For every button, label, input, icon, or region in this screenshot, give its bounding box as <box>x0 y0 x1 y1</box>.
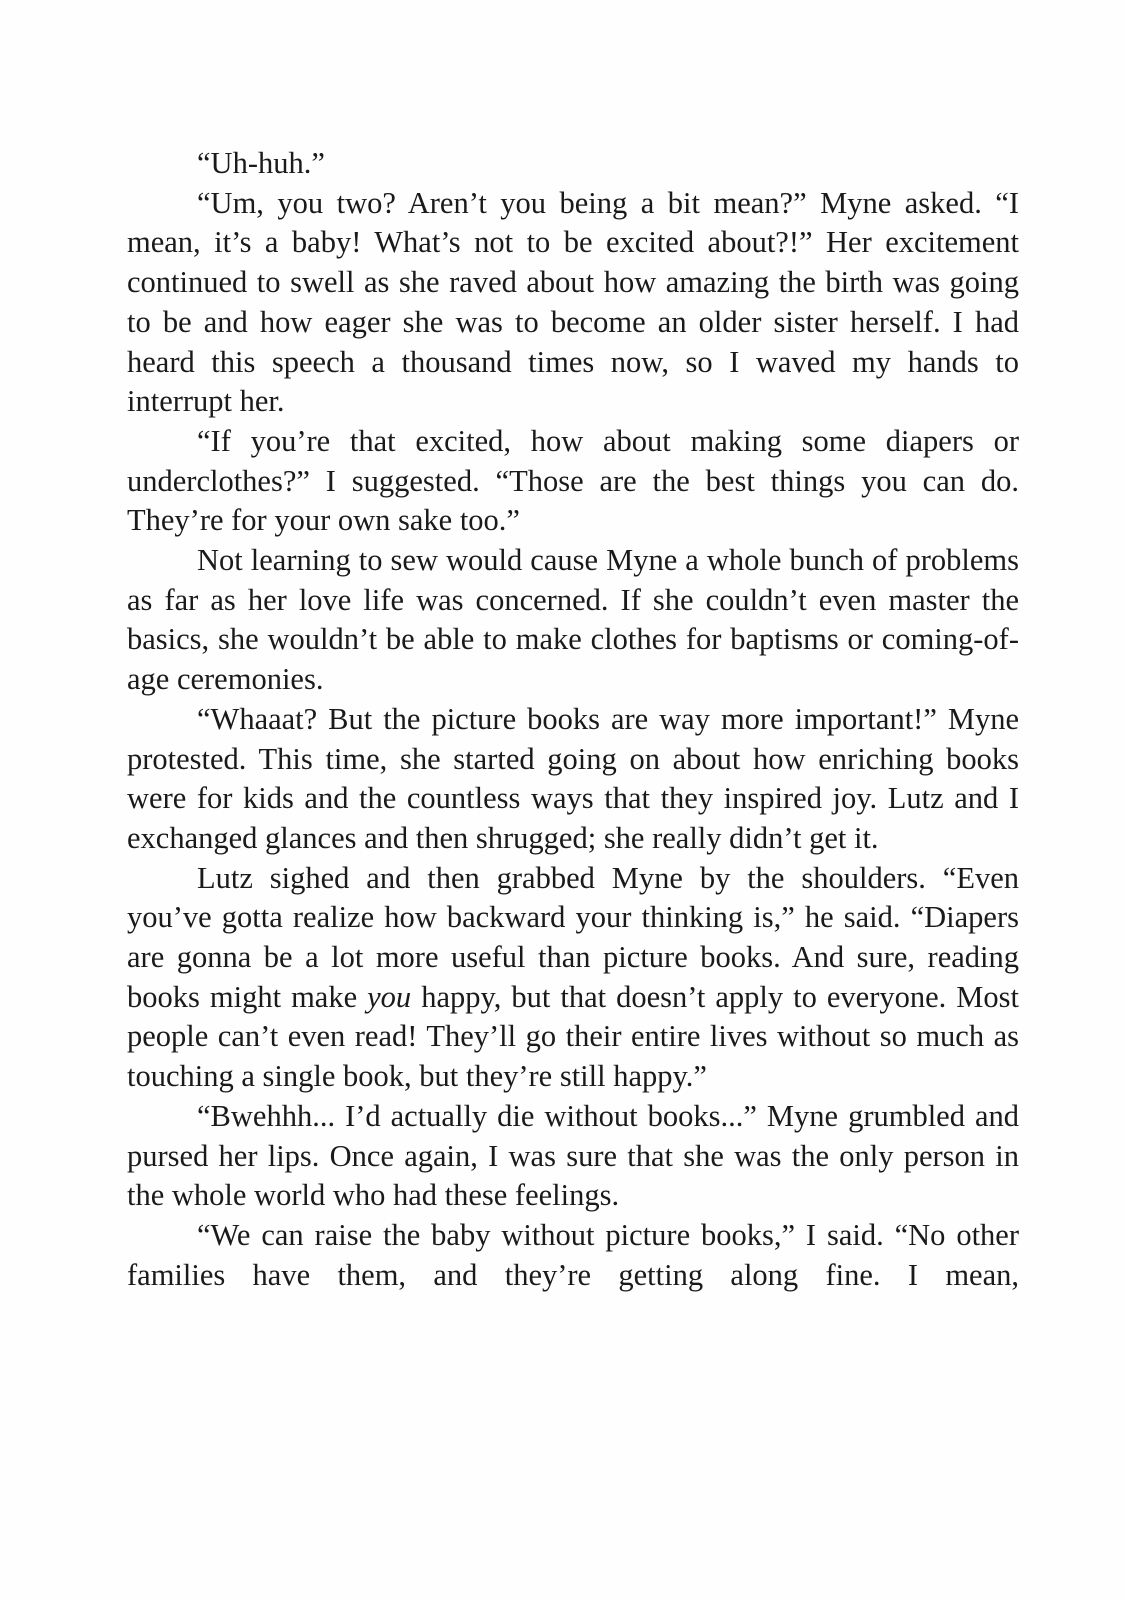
body-text <box>127 144 1019 1295</box>
emphasized-word: you <box>367 979 412 1014</box>
paragraph <box>127 859 1019 1097</box>
paragraph: “Bwehhh... I’d actually die without books...” Myne grumbled and pursed her lips. Once again, I was sure that she was the only person in the whole world who had these feelings. <box>127 1098 1019 1213</box>
paragraph-text: Lutz sighed and then grabbed Myne by the shoulders. “Even you’ve gotta realize how backward your thinking is,” he said. “Diapers are gonna be a lot more useful than picture books. And sure, reading books might make <box>127 860 1019 1014</box>
paragraph-text: happy, but that doesn’t apply to everyone. Most people can’t even read! They’ll go their entire lives without so much as touching a single book, but they’re still happy.” <box>127 979 1020 1094</box>
paragraph: “Um, you two? Aren’t you being a bit mean?” Myne asked. “I mean, it’s a baby! What’s not to be excited about?!” Her excitement continued to swell as she raved about how amazing the birth was going to be and how eager she was to become an older sister herself. I had heard this speech a thousand times now, so I waved my hands to interrupt her. <box>127 185 1019 419</box>
paragraph: “Whaaat? But the picture books are way more important!” Myne protested. This time, she started going on about how enriching books were for kids and the countless ways that they inspired joy. Lutz and I exchanged glances and then shrugged; she really didn’t get it. <box>127 701 1019 855</box>
paragraph: “If you’re that excited, how about making some diapers or underclothes?” I suggested. “Those are the best things you can do. They’re for your own sake too.” <box>127 423 1019 538</box>
paragraph: Not learning to sew would cause Myne a whole bunch of problems as far as her love life was concerned. If she couldn’t even master the basics, she wouldn’t be able to make clothes for baptisms or coming-of-age ceremonies. <box>127 543 1019 697</box>
paragraph: “Uh-huh.” <box>197 146 325 180</box>
paragraph: “We can raise the baby without picture books,” I said. “No other families have them, and they’re getting along fine. I mean, <box>127 1217 1019 1292</box>
